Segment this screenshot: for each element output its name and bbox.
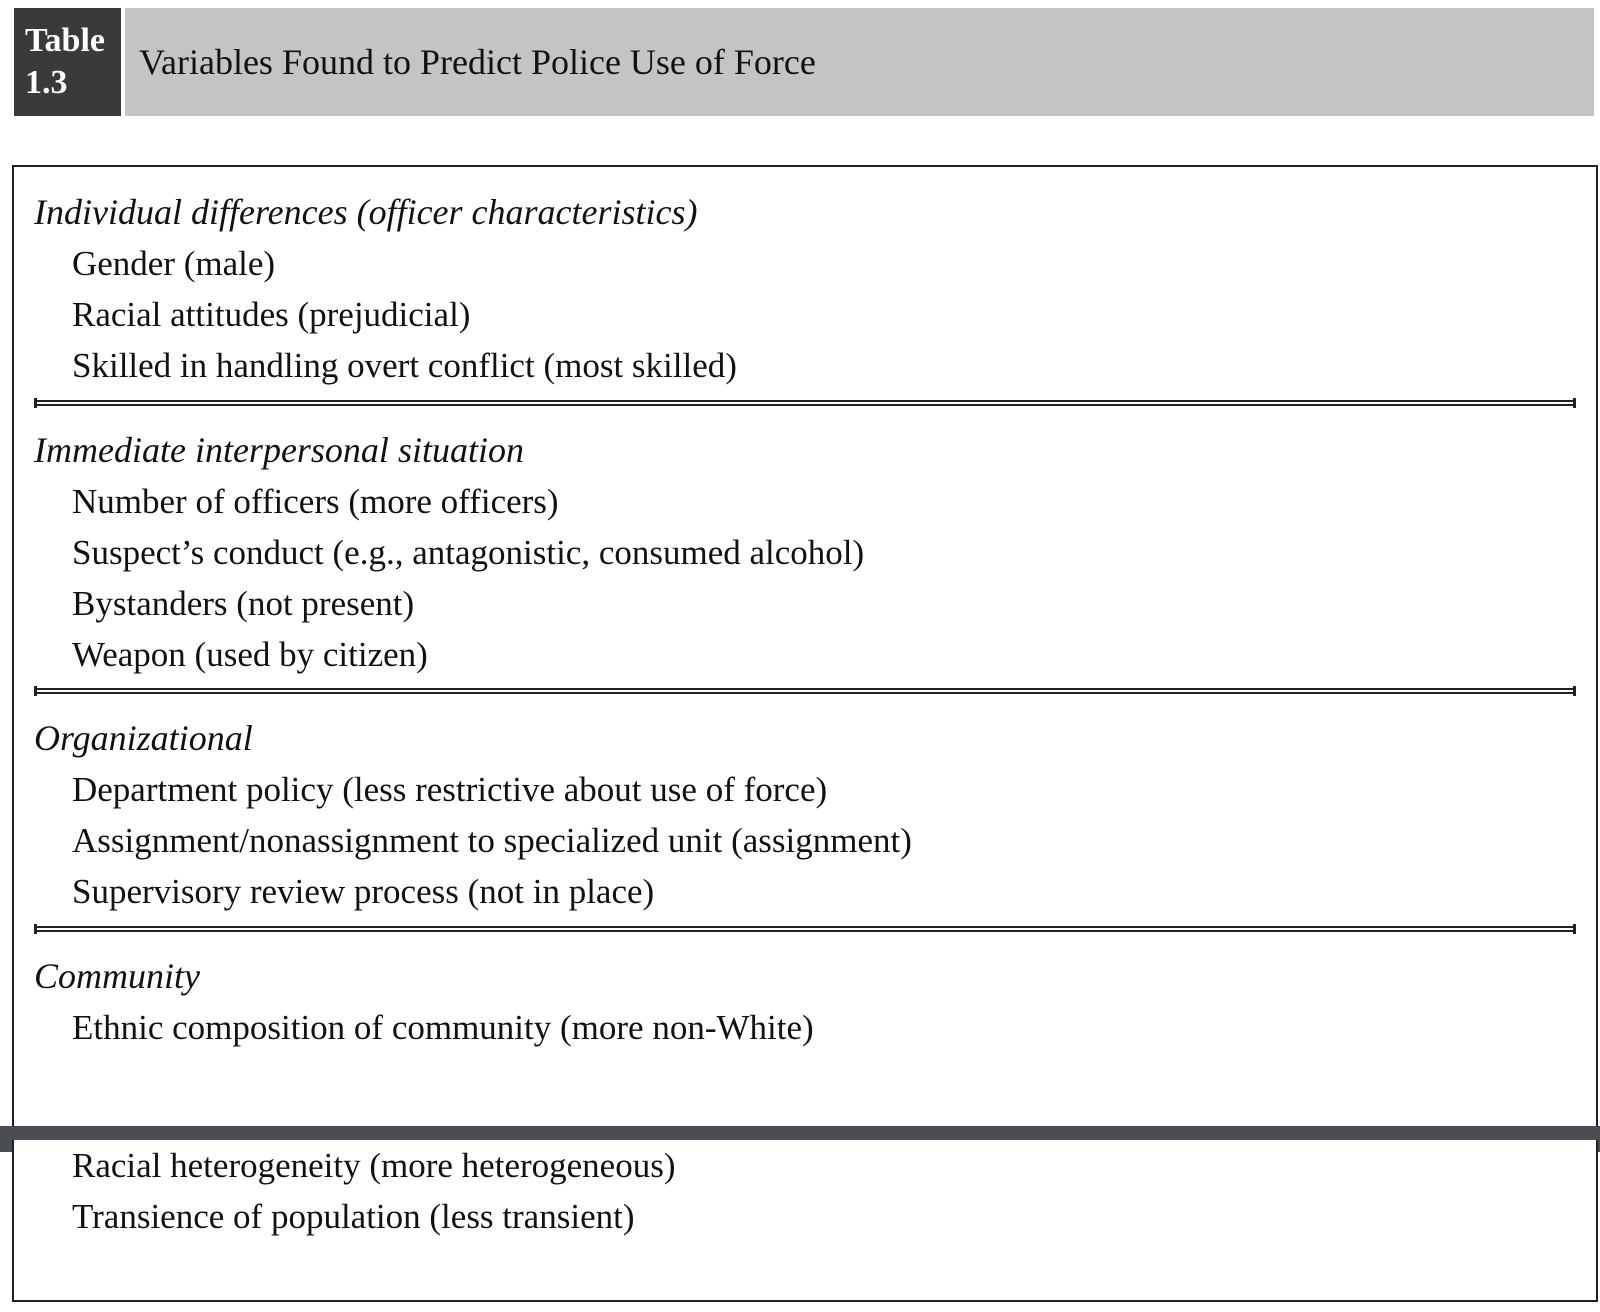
table-body-top: [12, 165, 1598, 1127]
section-organizational: [34, 713, 1560, 917]
table-number: 1.3: [25, 64, 68, 101]
section-divider: [34, 688, 1576, 694]
section-title: Community: [34, 956, 200, 996]
section-community-continued: [34, 1140, 1560, 1242]
section-divider: [34, 926, 1576, 932]
section-title: Immediate interpersonal situation: [34, 430, 524, 470]
list-item: Supervisory review process (not in place): [72, 872, 655, 911]
list-item: Racial attitudes (prejudicial): [72, 295, 471, 334]
list-item: Skilled in handling overt conflict (most skilled): [72, 346, 737, 385]
list-item: Number of officers (more officers): [72, 482, 559, 521]
section-divider: [34, 400, 1576, 406]
section-title: Organizational: [34, 718, 253, 758]
table-body-bottom: [12, 1140, 1598, 1302]
table-title: Variables Found to Predict Police Use of Force: [139, 42, 816, 82]
list-item: Assignment/nonassignment to specialized unit (assignment): [72, 821, 912, 860]
list-item: Suspect’s conduct (e.g., antagonistic, consumed alcohol): [72, 533, 865, 572]
section-title: Individual differences (officer characteristics): [34, 192, 698, 232]
list-item: Bystanders (not present): [72, 584, 415, 623]
table-title-bar: [125, 8, 1594, 116]
list-item: Department policy (less restrictive about use of force): [72, 770, 828, 809]
list-item: Racial heterogeneity (more heterogeneous): [72, 1146, 676, 1185]
table-label: Table: [25, 22, 106, 59]
list-item: Ethnic composition of community (more non-White): [72, 1008, 814, 1047]
list-item: Gender (male): [72, 244, 276, 283]
section-community: [34, 951, 1560, 1053]
list-item: Weapon (used by citizen): [72, 635, 428, 674]
section-individual-differences: [34, 187, 1560, 391]
table-header: [14, 8, 1594, 116]
section-immediate-interpersonal: [34, 425, 1560, 680]
list-item: Transience of population (less transient): [72, 1197, 635, 1236]
table-number-badge: [14, 8, 121, 116]
